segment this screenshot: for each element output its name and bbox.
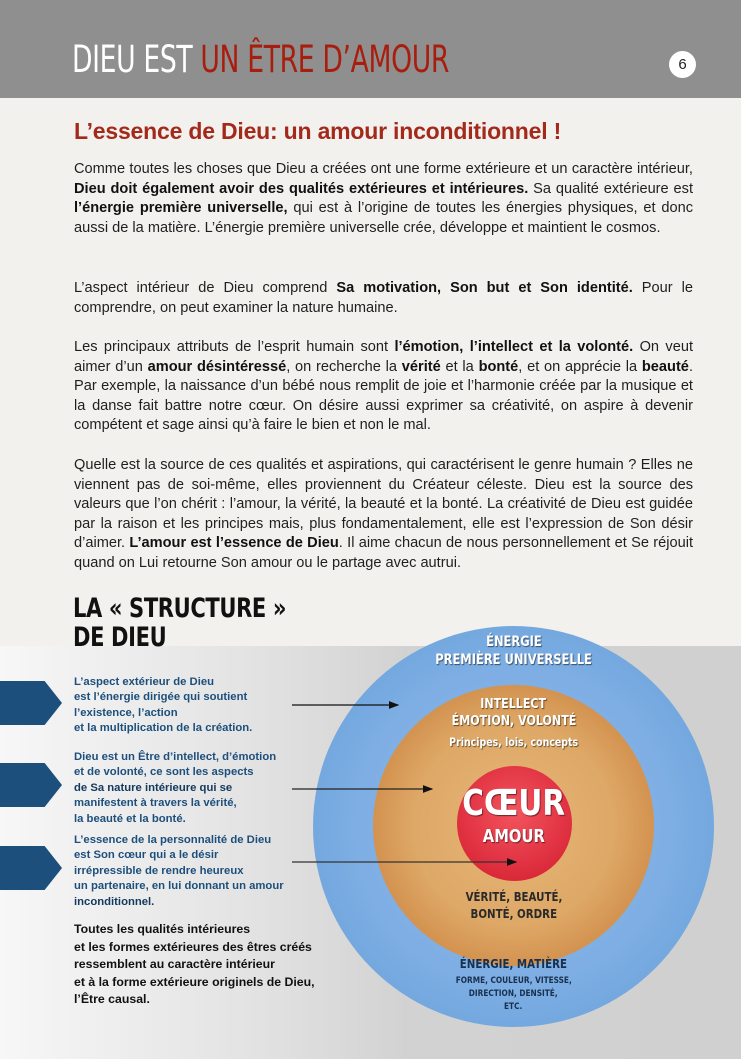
note-line: et de volonté, ce sont les aspects: [74, 766, 254, 779]
conclusion-line: et les formes extérieures des êtres créés: [74, 939, 312, 954]
outer-bottom-detail-2: DIRECTION, DENSITÉ,: [469, 989, 558, 999]
note-line: irrépressible de rendre heureux: [74, 864, 244, 877]
paragraph-1: [74, 160, 693, 238]
outer-bottom-title: ÉNERGIE, MATIÈRE: [459, 956, 568, 971]
outer-bottom-detail-1: FORME, COULEUR, VITESSE,: [455, 976, 572, 986]
middle-label-line1: INTELLECT: [480, 696, 547, 712]
note-line: un partenaire, en lui donnant un amour: [74, 880, 284, 893]
outer-label-line2: PREMIÈRE UNIVERSELLE: [435, 652, 592, 668]
emphasis-text: l’énergie première universelle,: [74, 200, 288, 217]
note-line: Dieu est un Être d’intellect, d’émotion: [74, 751, 277, 763]
note-interior-nature: [74, 750, 344, 827]
text-run: , on recherche la: [286, 358, 402, 375]
emphasis-text: l’émotion, l’intellect et la volonté.: [394, 339, 634, 355]
page-title: [72, 38, 449, 82]
emphasis-text: Sa motivation, Son but et Son identité.: [336, 280, 633, 296]
conclusion-line: Toutes les qualités intérieures: [74, 922, 251, 936]
note-heart-essence: [74, 833, 344, 910]
emphasis-text: vérité: [401, 358, 441, 375]
page-title-part1: DIEU EST: [72, 38, 193, 81]
page-number-badge: 6: [669, 51, 696, 78]
paragraph-2: [74, 279, 693, 318]
emphasis-text: amour désintéressé: [147, 358, 287, 375]
note-line: L’aspect extérieur de Dieu: [74, 676, 215, 688]
conclusion-line: l’Être causal.: [74, 992, 150, 1007]
note-line: L’essence de la personnalité de Dieu: [74, 834, 272, 846]
structure-title-line2: DE DIEU: [73, 622, 167, 653]
note-line: la beauté et la bonté.: [74, 812, 186, 825]
core-subtitle: AMOUR: [482, 826, 545, 847]
conclusion-line: et à la forme extérieure originels de Dieu,: [74, 974, 315, 989]
text-run: , et on apprécie la: [518, 358, 642, 375]
text-run: . Il aime chacun de nous personnellement et Se réjouit quand on Lui retourne Son amour ou le partage avec autrui.: [74, 535, 693, 571]
note-line: inconditionnel.: [74, 895, 155, 908]
text-run: et la: [440, 358, 479, 375]
text-run: . Par exemple, la naissance d’un bébé nous remplit de joie et l’harmonie créée par la musique et la danse fait battre notre cœur. On désire aussi exprimer sa créativité, on aspire à devenir compétent et sage ainsi qu’à faire le bien et non le mal.: [74, 358, 693, 434]
text-run: On veut aimer d’un: [74, 339, 694, 375]
emphasis-text: bonté: [478, 358, 519, 375]
middle-bottom-line1: VÉRITÉ, BEAUTÉ,: [465, 889, 562, 904]
middle-subtitle: Principes, lois, concepts: [448, 735, 579, 749]
note-line: manifestent à travers la vérité,: [74, 797, 237, 810]
text-run: Sa qualité extérieure est: [528, 180, 693, 197]
section-title: L’essence de Dieu: un amour inconditionnel !: [74, 118, 562, 144]
text-run: Comme toutes les choses que Dieu a créées ont une forme extérieure et un caractère intérieur,: [74, 161, 693, 177]
structure-title-line1: LA « STRUCTURE »: [73, 593, 287, 624]
emphasis-text: L’amour est l’essence de Dieu: [129, 535, 339, 552]
structure-title: [73, 594, 286, 652]
note-line: de Sa nature intérieure qui se: [74, 781, 233, 794]
core-title: CŒUR: [462, 783, 565, 824]
text-run: Les principaux attributs de l’esprit humain sont: [74, 339, 395, 355]
page-title-part2: UN ÊTRE D’AMOUR: [200, 38, 449, 81]
paragraph-4: [74, 456, 693, 574]
text-run: Pour le comprendre, on peut examiner la nature humaine.: [74, 280, 693, 316]
middle-label-line2: ÉMOTION, VOLONTÉ: [451, 713, 576, 729]
note-line: et la multiplication de la création.: [74, 722, 253, 735]
outer-label-line1: ÉNERGIE: [485, 634, 542, 650]
note-exterior-aspect: [74, 675, 344, 737]
outer-bottom-detail-3: ETC.: [504, 1002, 523, 1012]
note-line: est l’énergie dirigée qui soutient: [74, 691, 248, 704]
middle-bottom-line2: BONTÉ, ORDRE: [470, 906, 557, 921]
note-line: l’existence, l’action: [74, 706, 178, 719]
page-header: [0, 0, 741, 98]
emphasis-text: Dieu doit également avoir des qualités extérieures et intérieures.: [74, 180, 529, 197]
conclusion-line: ressemblent au caractère intérieur: [74, 957, 275, 972]
paragraph-3: [74, 338, 693, 436]
emphasis-text: beauté: [641, 358, 689, 375]
text-run: L’aspect intérieur de Dieu comprend: [74, 280, 337, 296]
text-run: Quelle est la source de ces qualités et aspirations, qui caractérisent le genre humain ? Elles ne viennent pas de soi-même, elles proviennent du Créateur céleste. Dieu est la source des valeurs que l’on chérit : l’amour, la vérité, la beauté et la bonté. La créativité de Dieu est guidée par la raison et les principes mais, plus fondamentalement, elle est l’expression de Son désir d’aimer.: [74, 457, 693, 552]
note-line: est Son cœur qui a le désir: [74, 849, 219, 862]
text-run: qui est à l’origine de toutes les énergies physiques, et donc aussi de la matière. L’énergie première universelle crée, développe et maintient le cosmos.: [74, 200, 693, 236]
